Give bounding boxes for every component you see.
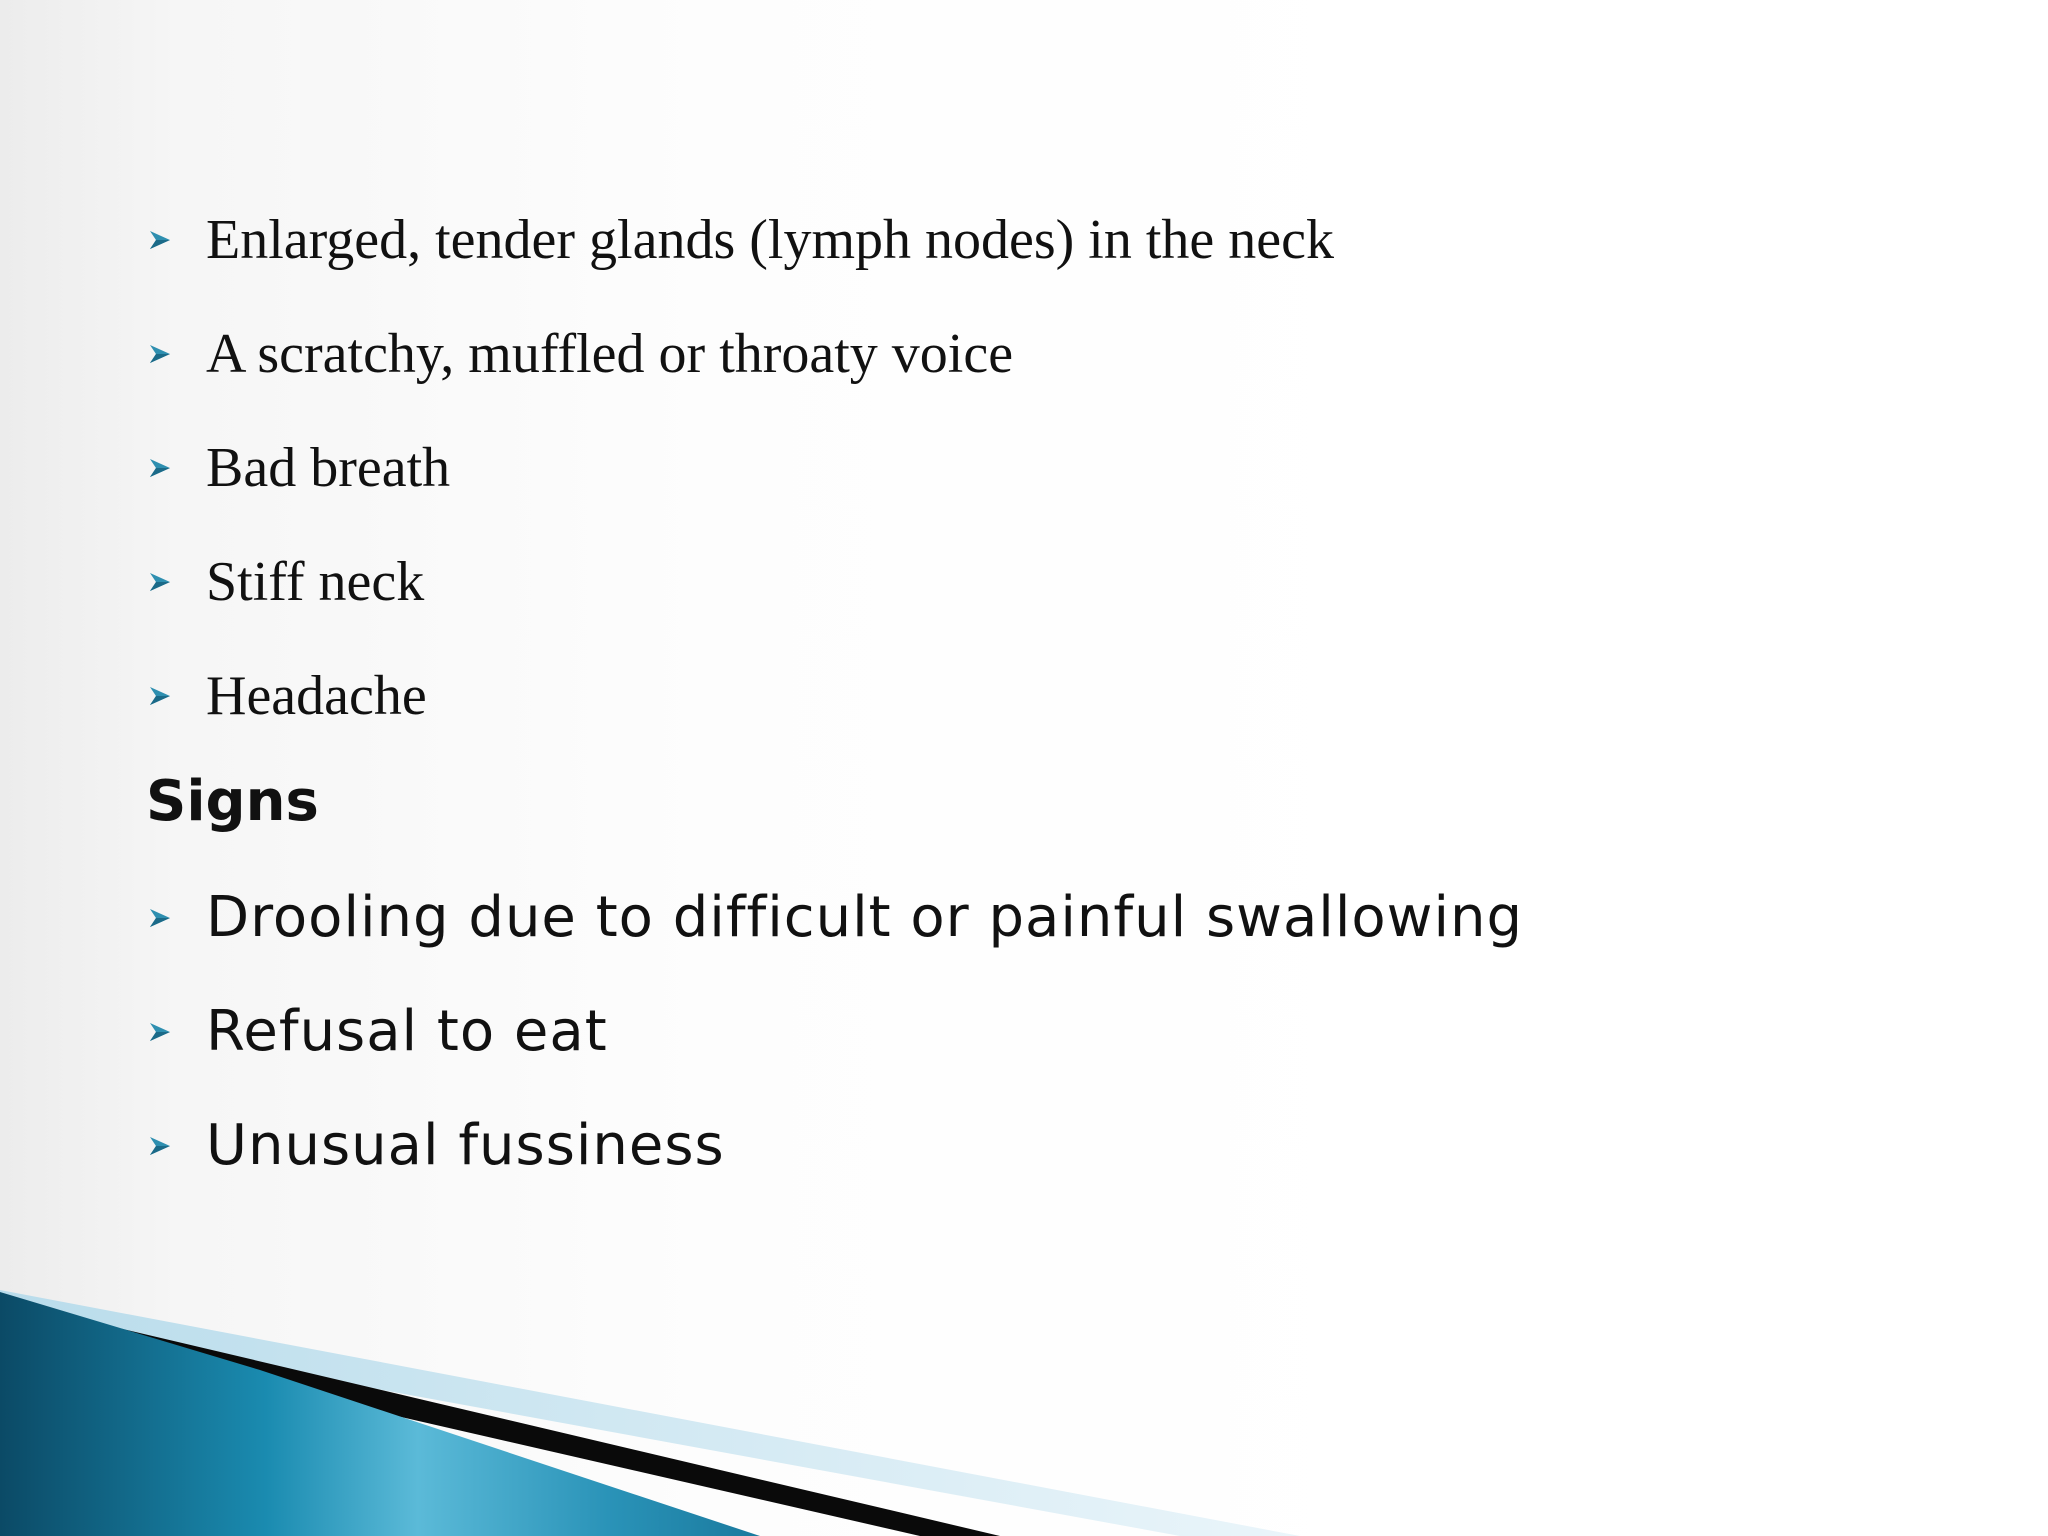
sign-text: Refusal to eat: [206, 999, 608, 1064]
list-item: [148, 551, 425, 613]
symptom-text: Headache: [206, 665, 427, 727]
list-item: [148, 323, 1014, 385]
black-stripe: [0, 1300, 1000, 1536]
arrowhead-bullet-icon: [148, 1134, 172, 1158]
list-item: [148, 665, 427, 727]
arrowhead-bullet-icon: [148, 456, 172, 480]
arrowhead-bullet-icon: [148, 570, 172, 594]
list-item: [148, 437, 451, 499]
arrowhead-bullet-icon: [148, 228, 172, 252]
symptom-text: Enlarged, tender glands (lymph nodes) in the neck: [206, 209, 1334, 271]
list-item: [148, 885, 1524, 950]
blue-wave: [0, 1292, 760, 1536]
sign-text: Unusual fussiness: [206, 1113, 725, 1178]
sign-text: Drooling due to difficult or painful swallowing: [206, 885, 1524, 950]
symptom-text: Bad breath: [206, 437, 451, 499]
arrowhead-bullet-icon: [148, 1020, 172, 1044]
symptom-text: Stiff neck: [206, 551, 425, 613]
list-item: [148, 209, 1334, 271]
arrowhead-bullet-icon: [148, 906, 172, 930]
list-item: [148, 999, 608, 1064]
symptom-text: A scratchy, muffled or throaty voice: [206, 323, 1014, 385]
arrowhead-bullet-icon: [148, 684, 172, 708]
pale-stripe: [0, 1290, 1300, 1536]
section-heading-signs: Signs: [146, 769, 319, 834]
arrowhead-bullet-icon: [148, 342, 172, 366]
list-item: [148, 1113, 725, 1178]
